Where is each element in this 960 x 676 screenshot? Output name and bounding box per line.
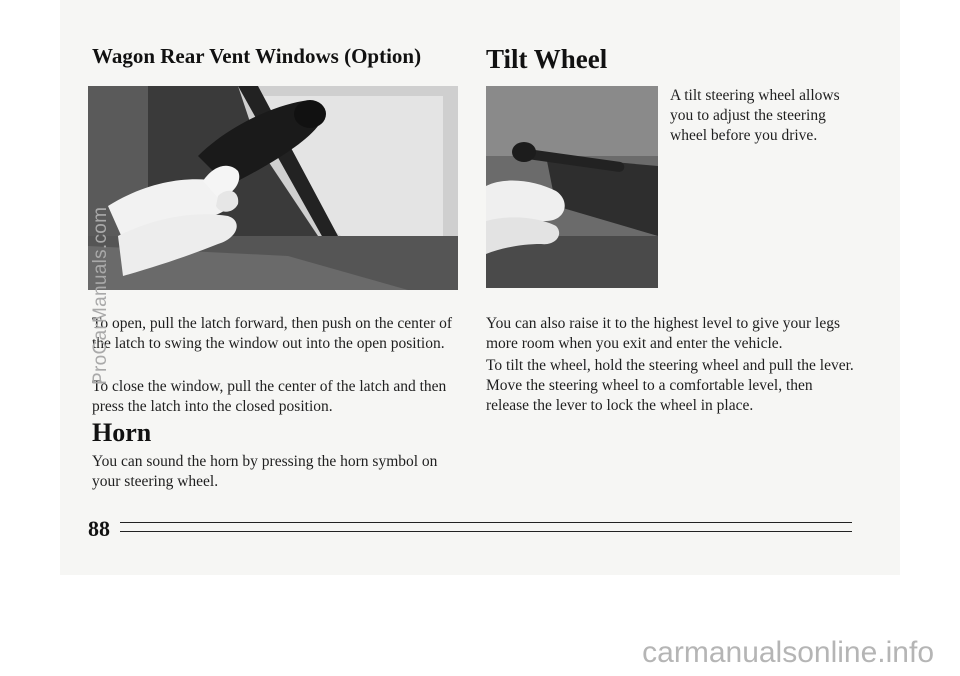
section-title-tilt-wheel: Tilt Wheel xyxy=(486,44,608,74)
horn-instructions: You can sound the horn by pressing the horn symbol on your steering wheel. xyxy=(92,453,438,490)
footer-rule-top xyxy=(120,522,852,523)
vent-window-latch-illustration xyxy=(88,86,458,290)
section-title-horn: Horn xyxy=(92,418,152,447)
page-number: 88 xyxy=(88,516,110,541)
tilt-wheel-lever-illustration xyxy=(486,86,658,288)
section-title-rear-vent-windows: Wagon Rear Vent Windows (Option) xyxy=(92,44,422,68)
tilt-wheel-instructions: To tilt the wheel, hold the steering wheel and pull the lever. Move the steering wheel to a comfortable level, then release the lever to lock the wheel in place. xyxy=(486,357,854,414)
tilt-wheel-intro: A tilt steering wheel allows you to adjust the steering wheel before you drive. xyxy=(670,87,840,144)
tilt-wheel-legroom-text: You can also raise it to the highest level to give your legs more room when you exit and enter the vehicle. xyxy=(486,315,841,352)
rear-vent-open-instructions: To open, pull the latch forward, then push on the center of the latch to swing the window out into the open position. xyxy=(92,315,453,352)
photo-tilt-wheel-lever xyxy=(486,86,658,288)
side-watermark: ProCarManuals.com xyxy=(90,206,111,385)
rear-vent-close-instructions: To close the window, pull the center of the latch and then press the latch into the closed position. xyxy=(92,378,447,415)
footer-rule-bottom xyxy=(120,531,852,532)
site-watermark: carmanualsonline.info xyxy=(642,636,934,669)
photo-vent-window-latch xyxy=(88,86,458,290)
